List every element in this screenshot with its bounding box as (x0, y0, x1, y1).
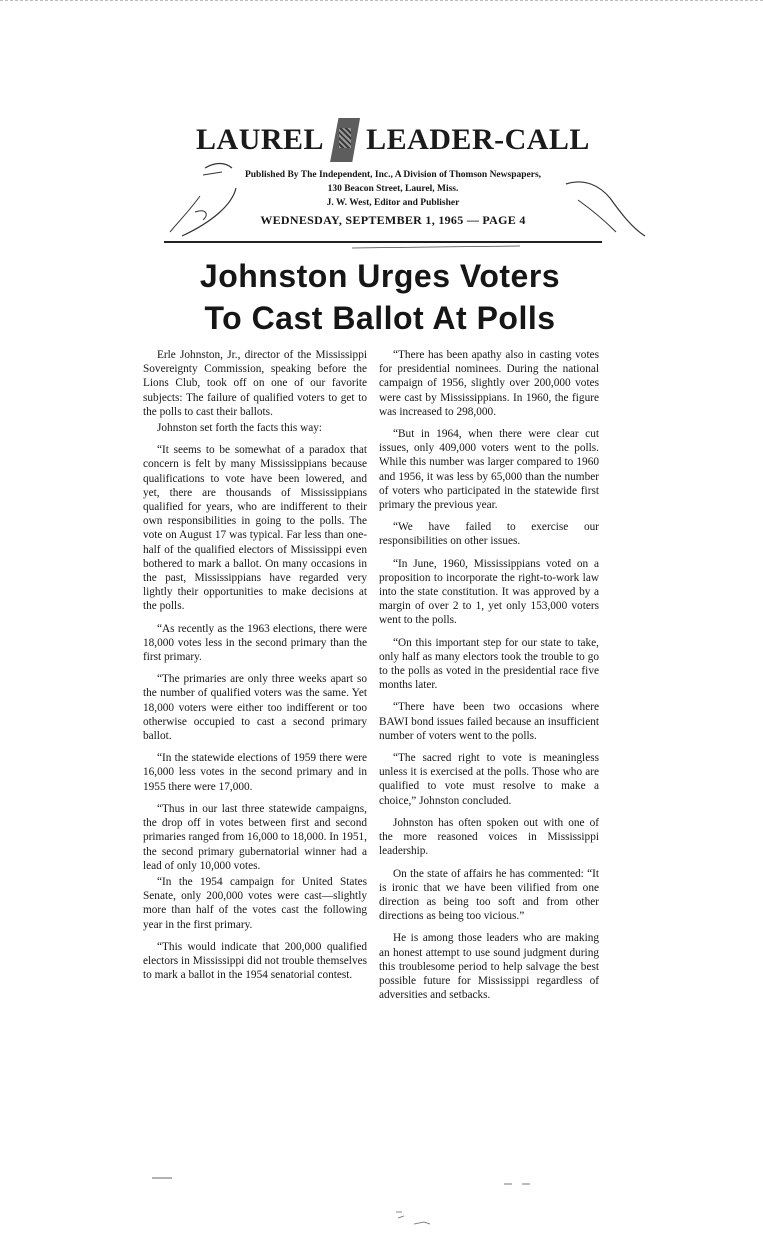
paragraph: “In the statewide elections of 1959 there were 16,000 less votes in the second primary and in 1955 there were 17,000. (143, 752, 367, 793)
article-headline (150, 255, 610, 339)
paragraph: “We have failed to exercise our responsibilities on other issues. (379, 521, 599, 548)
masthead (178, 118, 608, 228)
newspaper-nameplate (178, 118, 608, 162)
nameplate-right: LEADER-CALL (366, 123, 590, 156)
paragraph: “There have been two occasions where BAWI bond issues failed because an insufficient number of voters went to the polls. (379, 701, 599, 742)
paragraph: “There has been apathy also in casting votes for presidential nominees. During the national campaign of 1956, slightly over 200,000 votes were cast by Mississippians. In 1960, the figure was increased to 298,000. (379, 349, 599, 418)
paragraph: He is among those leaders who are making an honest attempt to use sound judgment during this troublesome period to help salvage the best possible future for Mississippi regardless of adversities and setbacks. (379, 932, 599, 1002)
newspaper-emblem-icon (330, 118, 360, 162)
publisher-info (178, 168, 608, 210)
nameplate-left: LAUREL (196, 123, 325, 156)
editor-line: J. W. West, Editor and Publisher (326, 198, 460, 208)
paragraph: “Thus in our last three statewide campaigns, the drop off in votes between first and second primaries ranged from 16,000 to 18,000. In 1951, the second primary gubernatorial winner had a lead of only 10,000 votes. (143, 802, 367, 872)
paragraph: “As recently as the 1963 elections, there were 18,000 votes less in the second primary than the first primary. (143, 622, 367, 664)
paragraph: “It seems to be somewhat of a paradox that concern is felt by many Mississippians because qualifications to vote have been lowered, and yet, there are thousands of Mississippians qualified for years, who are indifferent to their own responsibilities in going to the polls. The vote on August 17 was typical. Far less than one-half of the qualified electors of Mississippi even bothered to mark a ballot. On many occasions in the past, Mississippians have regarded very lightly their opportunities to make decisions at the polls. (143, 444, 367, 613)
paragraph: Johnston set forth the facts this way: (157, 422, 323, 435)
dateline: WEDNESDAY, SEPTEMBER 1, 1965 — PAGE 4 (260, 213, 526, 227)
paragraph: “On this important step for our state to take, only half as many electors took the trouble to go to the polls as voted in the presidential race five months later. (379, 636, 599, 692)
paragraph: “In June, 1960, Mississippians voted on a proposition to incorporate the right-to-work law into the state constitution. It was approved by a margin of over 2 to 1, yet only 153,000 voters went to the polls. (379, 557, 599, 627)
paragraph: “The sacred right to vote is meaningless unless it is exercised at the polls. Those who are qualified to vote must resolve to make a choice,” Johnston concluded. (379, 752, 599, 807)
paragraph: Erle Johnston, Jr., director of the Mississippi Sovereignty Commission, speaking before the Lions Club, took off on one of our favorite subjects: The failure of qualified voters to get to the polls to cast their ballots. (143, 349, 367, 418)
masthead-rule (164, 241, 602, 243)
paragraph: Johnston has often spoken out with one of the more reasoned voices in Mississippi leadership. (379, 816, 599, 858)
article-column-left (143, 348, 367, 990)
headline-line-1: Johnston Urges Voters (199, 258, 561, 294)
article-column-right (379, 348, 599, 1010)
publisher-line: Published By The Independent, Inc., A Division of Thomson Newspapers, (244, 170, 542, 180)
headline-line-2: To Cast Ballot At Polls (204, 300, 556, 336)
paragraph: “The primaries are only three weeks apart so the number of qualified voters was the same. Yet 18,000 voters were either too indifferent or too otherwise occupied to cast a second primary ballot. (143, 673, 367, 743)
paragraph: “In the 1954 campaign for United States Senate, only 200,000 votes were cast—slightly more than half of the votes cast the following year in the first primary. (143, 875, 367, 931)
paragraph: “But in 1964, when there were clear cut issues, only 409,000 voters went to the polls. While this number was larger compared to 1960 and 1956, it was less by 65,000 than the number of voters who participated in the statewide first primary the previous year. (379, 428, 599, 512)
paragraph: “This would indicate that 200,000 qualified electors in Mississippi did not trouble themselves to mark a ballot in the 1954 senatorial contest. (143, 940, 367, 982)
paragraph: On the state of affairs he has commented: “It is ironic that we have been vilified from one direction as being too soft and from other directions as being too vicious.” (379, 867, 599, 923)
address-line: 130 Beacon Street, Laurel, Miss. (327, 184, 459, 194)
bottom-marks (0, 1170, 763, 1250)
